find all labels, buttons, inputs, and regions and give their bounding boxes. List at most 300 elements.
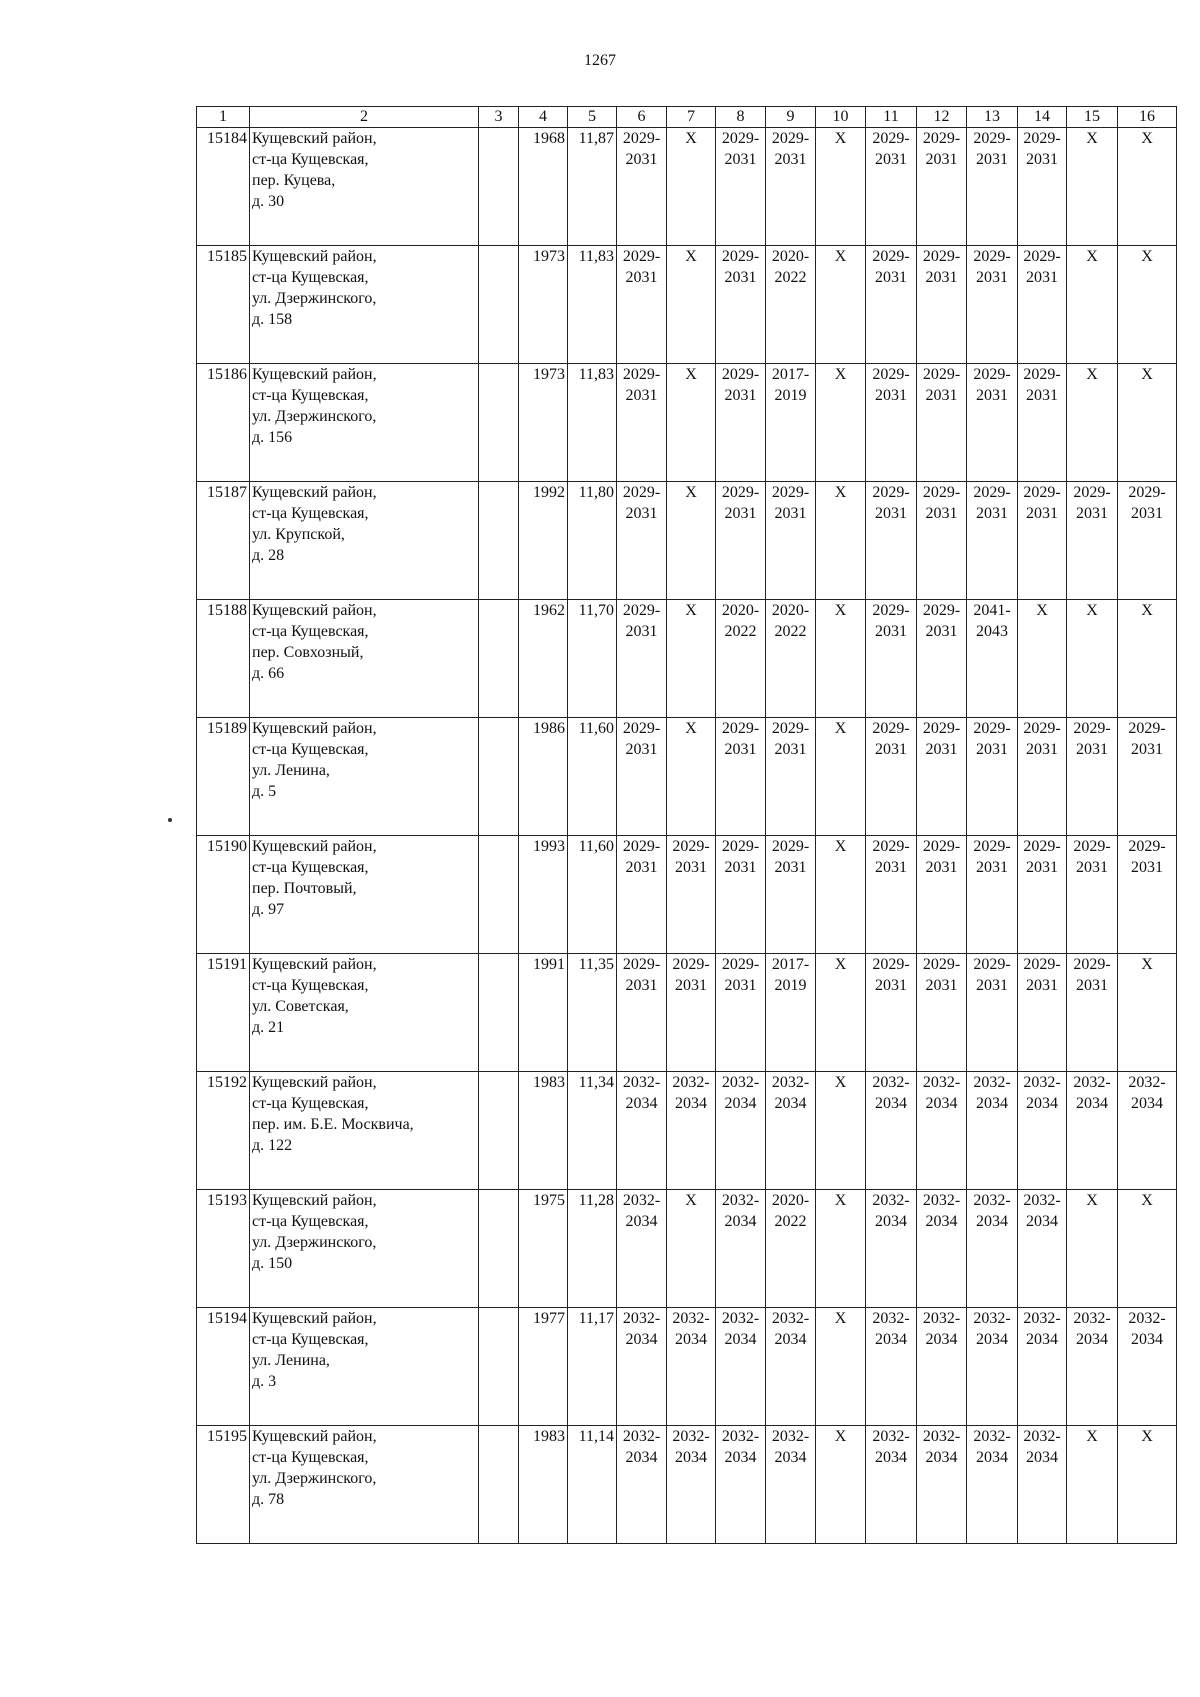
period-cell-line: 2031 bbox=[625, 741, 658, 758]
period-cell-line: 2029- bbox=[1073, 484, 1111, 501]
period-cell-line: 2031 bbox=[675, 859, 707, 876]
period-cell-line: 2031 bbox=[625, 387, 658, 404]
year-cell: 1983 bbox=[519, 1426, 568, 1544]
period-cell-line: 2032- bbox=[973, 1310, 1011, 1327]
period-cell bbox=[766, 1072, 816, 1190]
period-cell bbox=[1018, 600, 1067, 718]
column-3-cell bbox=[479, 1308, 519, 1426]
period-cell bbox=[667, 954, 716, 1072]
header-cell: 16 bbox=[1118, 107, 1177, 128]
period-cell-line: X bbox=[1141, 602, 1153, 619]
period-cell-line: 2031 bbox=[1026, 859, 1058, 876]
period-cell-line: 2031 bbox=[724, 741, 757, 758]
period-cell bbox=[667, 1190, 716, 1308]
period-cell-line: 2034 bbox=[875, 1213, 907, 1230]
period-cell bbox=[866, 1308, 917, 1426]
period-cell bbox=[917, 482, 967, 600]
period-cell-line: 2029- bbox=[721, 720, 760, 737]
row-number: 15185 bbox=[197, 246, 250, 364]
row-number: 15192 bbox=[197, 1072, 250, 1190]
period-cell bbox=[1018, 1308, 1067, 1426]
period-cell-line: 2034 bbox=[976, 1449, 1008, 1466]
table-row bbox=[197, 1426, 1177, 1544]
address-cell-line: ул. Дзержинского, bbox=[252, 408, 377, 425]
period-cell-line: 2034 bbox=[774, 1095, 807, 1112]
period-cell-line: 2031 bbox=[774, 859, 807, 876]
period-cell bbox=[1067, 600, 1118, 718]
period-cell bbox=[917, 1072, 967, 1190]
address-cell-line: ст-ца Кущевская, bbox=[252, 1095, 369, 1112]
period-cell bbox=[716, 128, 766, 246]
value-cell: 11,80 bbox=[568, 482, 617, 600]
table-row bbox=[197, 600, 1177, 718]
address-cell bbox=[250, 482, 479, 600]
period-cell-line: X bbox=[1141, 366, 1153, 383]
period-cell-line: 2034 bbox=[774, 1449, 807, 1466]
period-cell bbox=[866, 128, 917, 246]
period-cell-line: 2029- bbox=[672, 956, 710, 973]
period-cell-line: 2031 bbox=[724, 977, 757, 994]
address-cell-line: ул. Крупской, bbox=[252, 526, 345, 543]
period-cell-line: 2031 bbox=[724, 505, 757, 522]
row-number: 15191 bbox=[197, 954, 250, 1072]
year-cell: 1992 bbox=[519, 482, 568, 600]
period-cell-line: 2032- bbox=[973, 1074, 1011, 1091]
period-cell-line: X bbox=[1141, 130, 1153, 147]
year-cell: 1975 bbox=[519, 1190, 568, 1308]
period-cell-line: X bbox=[1036, 602, 1048, 619]
period-cell bbox=[816, 1426, 866, 1544]
period-cell-line: 2034 bbox=[976, 1213, 1008, 1230]
period-cell-line: 2032- bbox=[622, 1074, 661, 1091]
period-cell-line: X bbox=[685, 130, 697, 147]
period-cell bbox=[667, 718, 716, 836]
period-cell-line: 2029- bbox=[973, 720, 1011, 737]
value-cell: 11,17 bbox=[568, 1308, 617, 1426]
header-cell: 13 bbox=[967, 107, 1018, 128]
period-cell-line: 2031 bbox=[875, 505, 907, 522]
period-cell-line: 2031 bbox=[774, 741, 807, 758]
period-cell-line: 2029- bbox=[622, 484, 661, 501]
period-cell bbox=[816, 600, 866, 718]
period-cell-line: 2029- bbox=[872, 130, 910, 147]
header-row bbox=[197, 107, 1177, 128]
period-cell bbox=[766, 246, 816, 364]
period-cell-line: 2029- bbox=[973, 130, 1011, 147]
header-cell: 4 bbox=[519, 107, 568, 128]
period-cell bbox=[617, 364, 667, 482]
period-cell bbox=[816, 1308, 866, 1426]
period-cell-line: 2034 bbox=[976, 1095, 1008, 1112]
period-cell-line: X bbox=[1086, 1192, 1098, 1209]
period-cell-line: 2029- bbox=[922, 956, 961, 973]
period-cell-line: X bbox=[834, 366, 847, 383]
period-cell-line: 2031 bbox=[976, 505, 1008, 522]
address-cell-line: Кущевский район, bbox=[252, 484, 377, 501]
period-cell bbox=[1018, 1426, 1067, 1544]
address-cell bbox=[250, 718, 479, 836]
address-cell-line: Кущевский район, bbox=[252, 1074, 377, 1091]
period-cell-line: 2034 bbox=[724, 1213, 757, 1230]
period-cell-line: X bbox=[685, 248, 697, 265]
row-number: 15190 bbox=[197, 836, 250, 954]
header-cell: 14 bbox=[1018, 107, 1067, 128]
period-cell bbox=[866, 600, 917, 718]
period-cell bbox=[917, 1190, 967, 1308]
period-cell bbox=[1018, 1072, 1067, 1190]
value-cell: 11,70 bbox=[568, 600, 617, 718]
address-cell-line: пер. им. Б.Е. Москвича, bbox=[252, 1116, 414, 1133]
period-cell-line: 2034 bbox=[1026, 1449, 1058, 1466]
period-cell bbox=[967, 1190, 1018, 1308]
value-cell: 11,14 bbox=[568, 1426, 617, 1544]
scan-mark bbox=[168, 818, 172, 822]
period-cell-line: 2032- bbox=[922, 1074, 961, 1091]
period-cell-line: 2034 bbox=[875, 1331, 907, 1348]
column-3-cell bbox=[479, 482, 519, 600]
table-row bbox=[197, 718, 1177, 836]
period-cell bbox=[766, 836, 816, 954]
period-cell-line: 2031 bbox=[875, 623, 907, 640]
address-cell-line: д. 5 bbox=[252, 783, 277, 800]
period-cell-line: 2031 bbox=[1131, 505, 1163, 522]
period-cell bbox=[1067, 1072, 1118, 1190]
period-cell bbox=[617, 718, 667, 836]
period-cell bbox=[667, 836, 716, 954]
period-cell-line: 2034 bbox=[1026, 1331, 1058, 1348]
period-cell-line: 2031 bbox=[625, 505, 658, 522]
address-cell-line: д. 3 bbox=[252, 1373, 277, 1390]
period-cell bbox=[967, 364, 1018, 482]
period-cell-line: 2031 bbox=[925, 741, 958, 758]
address-cell bbox=[250, 246, 479, 364]
period-cell-line: 2029- bbox=[1128, 720, 1166, 737]
period-cell-line: 2029- bbox=[973, 838, 1011, 855]
period-cell bbox=[617, 1190, 667, 1308]
period-cell bbox=[617, 1308, 667, 1426]
period-cell-line: 2032- bbox=[973, 1192, 1011, 1209]
address-cell-line: ст-ца Кущевская, bbox=[252, 269, 369, 286]
period-cell-line: 2031 bbox=[1076, 741, 1108, 758]
period-cell-line: 2022 bbox=[774, 623, 807, 640]
period-cell bbox=[766, 128, 816, 246]
period-cell bbox=[617, 1426, 667, 1544]
page-number: 1267 bbox=[584, 52, 616, 69]
period-cell-line: 2032- bbox=[672, 1310, 710, 1327]
period-cell-line: 2029- bbox=[1073, 838, 1111, 855]
period-cell bbox=[917, 246, 967, 364]
period-cell-line: 2029- bbox=[721, 248, 760, 265]
period-cell-line: 2022 bbox=[724, 623, 757, 640]
value-cell: 11,83 bbox=[568, 246, 617, 364]
period-cell bbox=[917, 128, 967, 246]
period-cell-line: 2032- bbox=[872, 1310, 910, 1327]
period-cell-line: X bbox=[1086, 1428, 1098, 1445]
period-cell-line: 2029- bbox=[1073, 956, 1111, 973]
period-cell bbox=[866, 718, 917, 836]
year-cell: 1993 bbox=[519, 836, 568, 954]
period-cell-line: 2032- bbox=[1073, 1074, 1111, 1091]
period-cell-line: 2032- bbox=[922, 1192, 961, 1209]
period-cell-line: 2034 bbox=[675, 1331, 707, 1348]
period-cell-line: 2029- bbox=[922, 366, 961, 383]
address-cell-line: ст-ца Кущевская, bbox=[252, 977, 369, 994]
period-cell-line: 2029- bbox=[622, 130, 661, 147]
header-cell: 3 bbox=[479, 107, 519, 128]
period-cell-line: 2029- bbox=[1023, 366, 1061, 383]
period-cell-line: 2029- bbox=[622, 366, 661, 383]
period-cell-line: 2032- bbox=[973, 1428, 1011, 1445]
period-cell-line: 2032- bbox=[721, 1310, 760, 1327]
period-cell bbox=[917, 954, 967, 1072]
period-cell-line: 2029- bbox=[1023, 838, 1061, 855]
period-cell bbox=[667, 600, 716, 718]
period-cell bbox=[816, 954, 866, 1072]
header-cell: 7 bbox=[667, 107, 716, 128]
period-cell-line: 2029- bbox=[1023, 956, 1061, 973]
period-cell-line: 2034 bbox=[1076, 1095, 1108, 1112]
period-cell-line: 2029- bbox=[622, 720, 661, 737]
period-cell-line: 2031 bbox=[925, 505, 958, 522]
period-cell-line: 2031 bbox=[1131, 859, 1163, 876]
period-cell-line: 2034 bbox=[1131, 1331, 1163, 1348]
period-cell-line: X bbox=[685, 484, 697, 501]
period-cell bbox=[766, 600, 816, 718]
year-cell: 1986 bbox=[519, 718, 568, 836]
period-cell bbox=[917, 836, 967, 954]
period-cell bbox=[1067, 1308, 1118, 1426]
table-body bbox=[197, 107, 1177, 1544]
period-cell bbox=[866, 954, 917, 1072]
period-cell-line: 2031 bbox=[976, 269, 1008, 286]
period-cell-line: 2032- bbox=[771, 1074, 810, 1091]
period-cell-line: 2029- bbox=[771, 484, 810, 501]
address-cell-line: Кущевский район, bbox=[252, 366, 377, 383]
period-cell-line: 2031 bbox=[1076, 505, 1108, 522]
column-3-cell bbox=[479, 954, 519, 1072]
period-cell-line: 2031 bbox=[976, 151, 1008, 168]
period-cell-line: 2031 bbox=[875, 387, 907, 404]
period-cell-line: 2031 bbox=[925, 151, 958, 168]
period-cell-line: 2031 bbox=[625, 859, 658, 876]
period-cell-line: 2031 bbox=[1026, 151, 1058, 168]
address-cell-line: д. 158 bbox=[252, 311, 293, 328]
period-cell bbox=[667, 364, 716, 482]
period-cell bbox=[1118, 482, 1177, 600]
address-cell-line: ул. Ленина, bbox=[252, 1352, 330, 1369]
period-cell bbox=[766, 954, 816, 1072]
address-cell-line: ст-ца Кущевская, bbox=[252, 387, 369, 404]
header-cell: 10 bbox=[816, 107, 866, 128]
period-cell-line: 2031 bbox=[724, 151, 757, 168]
period-cell bbox=[967, 1426, 1018, 1544]
address-cell bbox=[250, 836, 479, 954]
period-cell-line: 2031 bbox=[625, 977, 658, 994]
value-cell: 11,83 bbox=[568, 364, 617, 482]
period-cell-line: 2029- bbox=[973, 248, 1011, 265]
table-row bbox=[197, 246, 1177, 364]
value-cell: 11,60 bbox=[568, 836, 617, 954]
period-cell bbox=[1118, 718, 1177, 836]
period-cell-line: 2017- bbox=[771, 366, 810, 383]
period-cell-line: 2029- bbox=[922, 484, 961, 501]
period-cell bbox=[667, 246, 716, 364]
period-cell-line: 2029- bbox=[872, 602, 910, 619]
period-cell bbox=[1067, 246, 1118, 364]
year-cell: 1973 bbox=[519, 364, 568, 482]
period-cell bbox=[967, 600, 1018, 718]
period-cell-line: X bbox=[685, 1192, 697, 1209]
period-cell bbox=[766, 718, 816, 836]
period-cell bbox=[1118, 246, 1177, 364]
period-cell bbox=[1067, 128, 1118, 246]
period-cell-line: X bbox=[834, 956, 847, 973]
period-cell bbox=[866, 246, 917, 364]
period-cell-line: X bbox=[834, 1192, 847, 1209]
header-cell: 5 bbox=[568, 107, 617, 128]
period-cell-line: 2032- bbox=[872, 1192, 910, 1209]
period-cell-line: 2034 bbox=[875, 1095, 907, 1112]
period-cell bbox=[866, 1072, 917, 1190]
period-cell-line: 2029- bbox=[973, 366, 1011, 383]
period-cell-line: 2020- bbox=[771, 602, 810, 619]
period-cell bbox=[917, 600, 967, 718]
period-cell-line: 2032- bbox=[1023, 1428, 1061, 1445]
column-3-cell bbox=[479, 128, 519, 246]
period-cell-line: 2032- bbox=[672, 1428, 710, 1445]
period-cell-line: 2029- bbox=[622, 248, 661, 265]
period-cell bbox=[667, 1072, 716, 1190]
period-cell-line: 2032- bbox=[771, 1428, 810, 1445]
period-cell-line: 2031 bbox=[1131, 741, 1163, 758]
period-cell-line: 2031 bbox=[724, 269, 757, 286]
period-cell-line: 2022 bbox=[774, 1213, 807, 1230]
address-cell bbox=[250, 600, 479, 718]
period-cell-line: 2031 bbox=[1026, 269, 1058, 286]
table-row bbox=[197, 954, 1177, 1072]
address-cell bbox=[250, 1426, 479, 1544]
period-cell-line: X bbox=[834, 1428, 847, 1445]
period-cell-line: 2031 bbox=[925, 859, 958, 876]
period-cell bbox=[1067, 1426, 1118, 1544]
table-row bbox=[197, 1190, 1177, 1308]
row-number: 15188 bbox=[197, 600, 250, 718]
address-cell-line: ул. Дзержинского, bbox=[252, 290, 377, 307]
period-cell bbox=[716, 482, 766, 600]
period-cell-line: X bbox=[1086, 130, 1098, 147]
table-row bbox=[197, 836, 1177, 954]
row-number: 15184 bbox=[197, 128, 250, 246]
period-cell bbox=[967, 954, 1018, 1072]
row-number: 15193 bbox=[197, 1190, 250, 1308]
period-cell bbox=[617, 600, 667, 718]
address-cell-line: д. 150 bbox=[252, 1255, 293, 1272]
period-cell bbox=[716, 718, 766, 836]
period-cell bbox=[1018, 246, 1067, 364]
address-cell-line: д. 97 bbox=[252, 901, 285, 918]
value-cell: 11,35 bbox=[568, 954, 617, 1072]
header-cell: 15 bbox=[1067, 107, 1118, 128]
period-cell-line: 2029- bbox=[672, 838, 710, 855]
period-cell-line: 2031 bbox=[774, 505, 807, 522]
address-cell-line: ст-ца Кущевская, bbox=[252, 741, 369, 758]
address-cell-line: д. 122 bbox=[252, 1137, 293, 1154]
row-number: 15187 bbox=[197, 482, 250, 600]
period-cell-line: 2032- bbox=[1128, 1310, 1166, 1327]
header-cell: 1 bbox=[197, 107, 250, 128]
address-cell-line: Кущевский район, bbox=[252, 248, 377, 265]
period-cell bbox=[617, 482, 667, 600]
address-cell-line: ст-ца Кущевская, bbox=[252, 505, 369, 522]
period-cell bbox=[1118, 1190, 1177, 1308]
period-cell-line: 2029- bbox=[1128, 838, 1166, 855]
period-cell bbox=[716, 1072, 766, 1190]
period-cell bbox=[1118, 128, 1177, 246]
period-cell-line: 2029- bbox=[622, 956, 661, 973]
period-cell-line: 2034 bbox=[625, 1095, 658, 1112]
period-cell bbox=[1067, 364, 1118, 482]
period-cell-line: X bbox=[685, 720, 697, 737]
period-cell-line: 2031 bbox=[724, 387, 757, 404]
address-cell-line: пер. Почтовый, bbox=[252, 880, 357, 897]
period-cell-line: 2029- bbox=[622, 838, 661, 855]
period-cell-line: X bbox=[1086, 602, 1098, 619]
period-cell-line: 2034 bbox=[925, 1331, 958, 1348]
period-cell-line: 2017- bbox=[771, 956, 810, 973]
row-number: 15194 bbox=[197, 1308, 250, 1426]
period-cell-line: X bbox=[834, 602, 847, 619]
period-cell bbox=[716, 1308, 766, 1426]
period-cell-line: 2031 bbox=[976, 741, 1008, 758]
period-cell-line: X bbox=[834, 838, 847, 855]
period-cell bbox=[766, 1190, 816, 1308]
column-3-cell bbox=[479, 1072, 519, 1190]
period-cell bbox=[1118, 836, 1177, 954]
period-cell bbox=[766, 1426, 816, 1544]
period-cell bbox=[1018, 482, 1067, 600]
period-cell-line: 2029- bbox=[721, 838, 760, 855]
period-cell-line: 2029- bbox=[771, 838, 810, 855]
period-cell-line: 2034 bbox=[675, 1449, 707, 1466]
period-cell-line: 2034 bbox=[1131, 1095, 1163, 1112]
period-cell-line: 2029- bbox=[922, 130, 961, 147]
address-cell bbox=[250, 954, 479, 1072]
period-cell bbox=[816, 1072, 866, 1190]
address-cell-line: Кущевский район, bbox=[252, 602, 377, 619]
column-3-cell bbox=[479, 718, 519, 836]
period-cell-line: 2029- bbox=[872, 720, 910, 737]
year-cell: 1983 bbox=[519, 1072, 568, 1190]
period-cell bbox=[667, 1426, 716, 1544]
period-cell-line: 2031 bbox=[625, 151, 658, 168]
period-cell-line: 2034 bbox=[675, 1095, 707, 1112]
period-cell-line: X bbox=[834, 248, 847, 265]
period-cell bbox=[766, 1308, 816, 1426]
period-cell bbox=[967, 128, 1018, 246]
period-cell bbox=[1067, 954, 1118, 1072]
period-cell-line: 2043 bbox=[976, 623, 1008, 640]
period-cell bbox=[967, 246, 1018, 364]
period-cell-line: 2032- bbox=[922, 1310, 961, 1327]
column-3-cell bbox=[479, 600, 519, 718]
period-cell-line: 2031 bbox=[724, 859, 757, 876]
period-cell-line: 2029- bbox=[872, 956, 910, 973]
period-cell bbox=[1067, 482, 1118, 600]
period-cell-line: 2031 bbox=[1026, 505, 1058, 522]
table-row bbox=[197, 482, 1177, 600]
period-cell-line: 2031 bbox=[925, 387, 958, 404]
period-cell-line: 2019 bbox=[774, 387, 807, 404]
